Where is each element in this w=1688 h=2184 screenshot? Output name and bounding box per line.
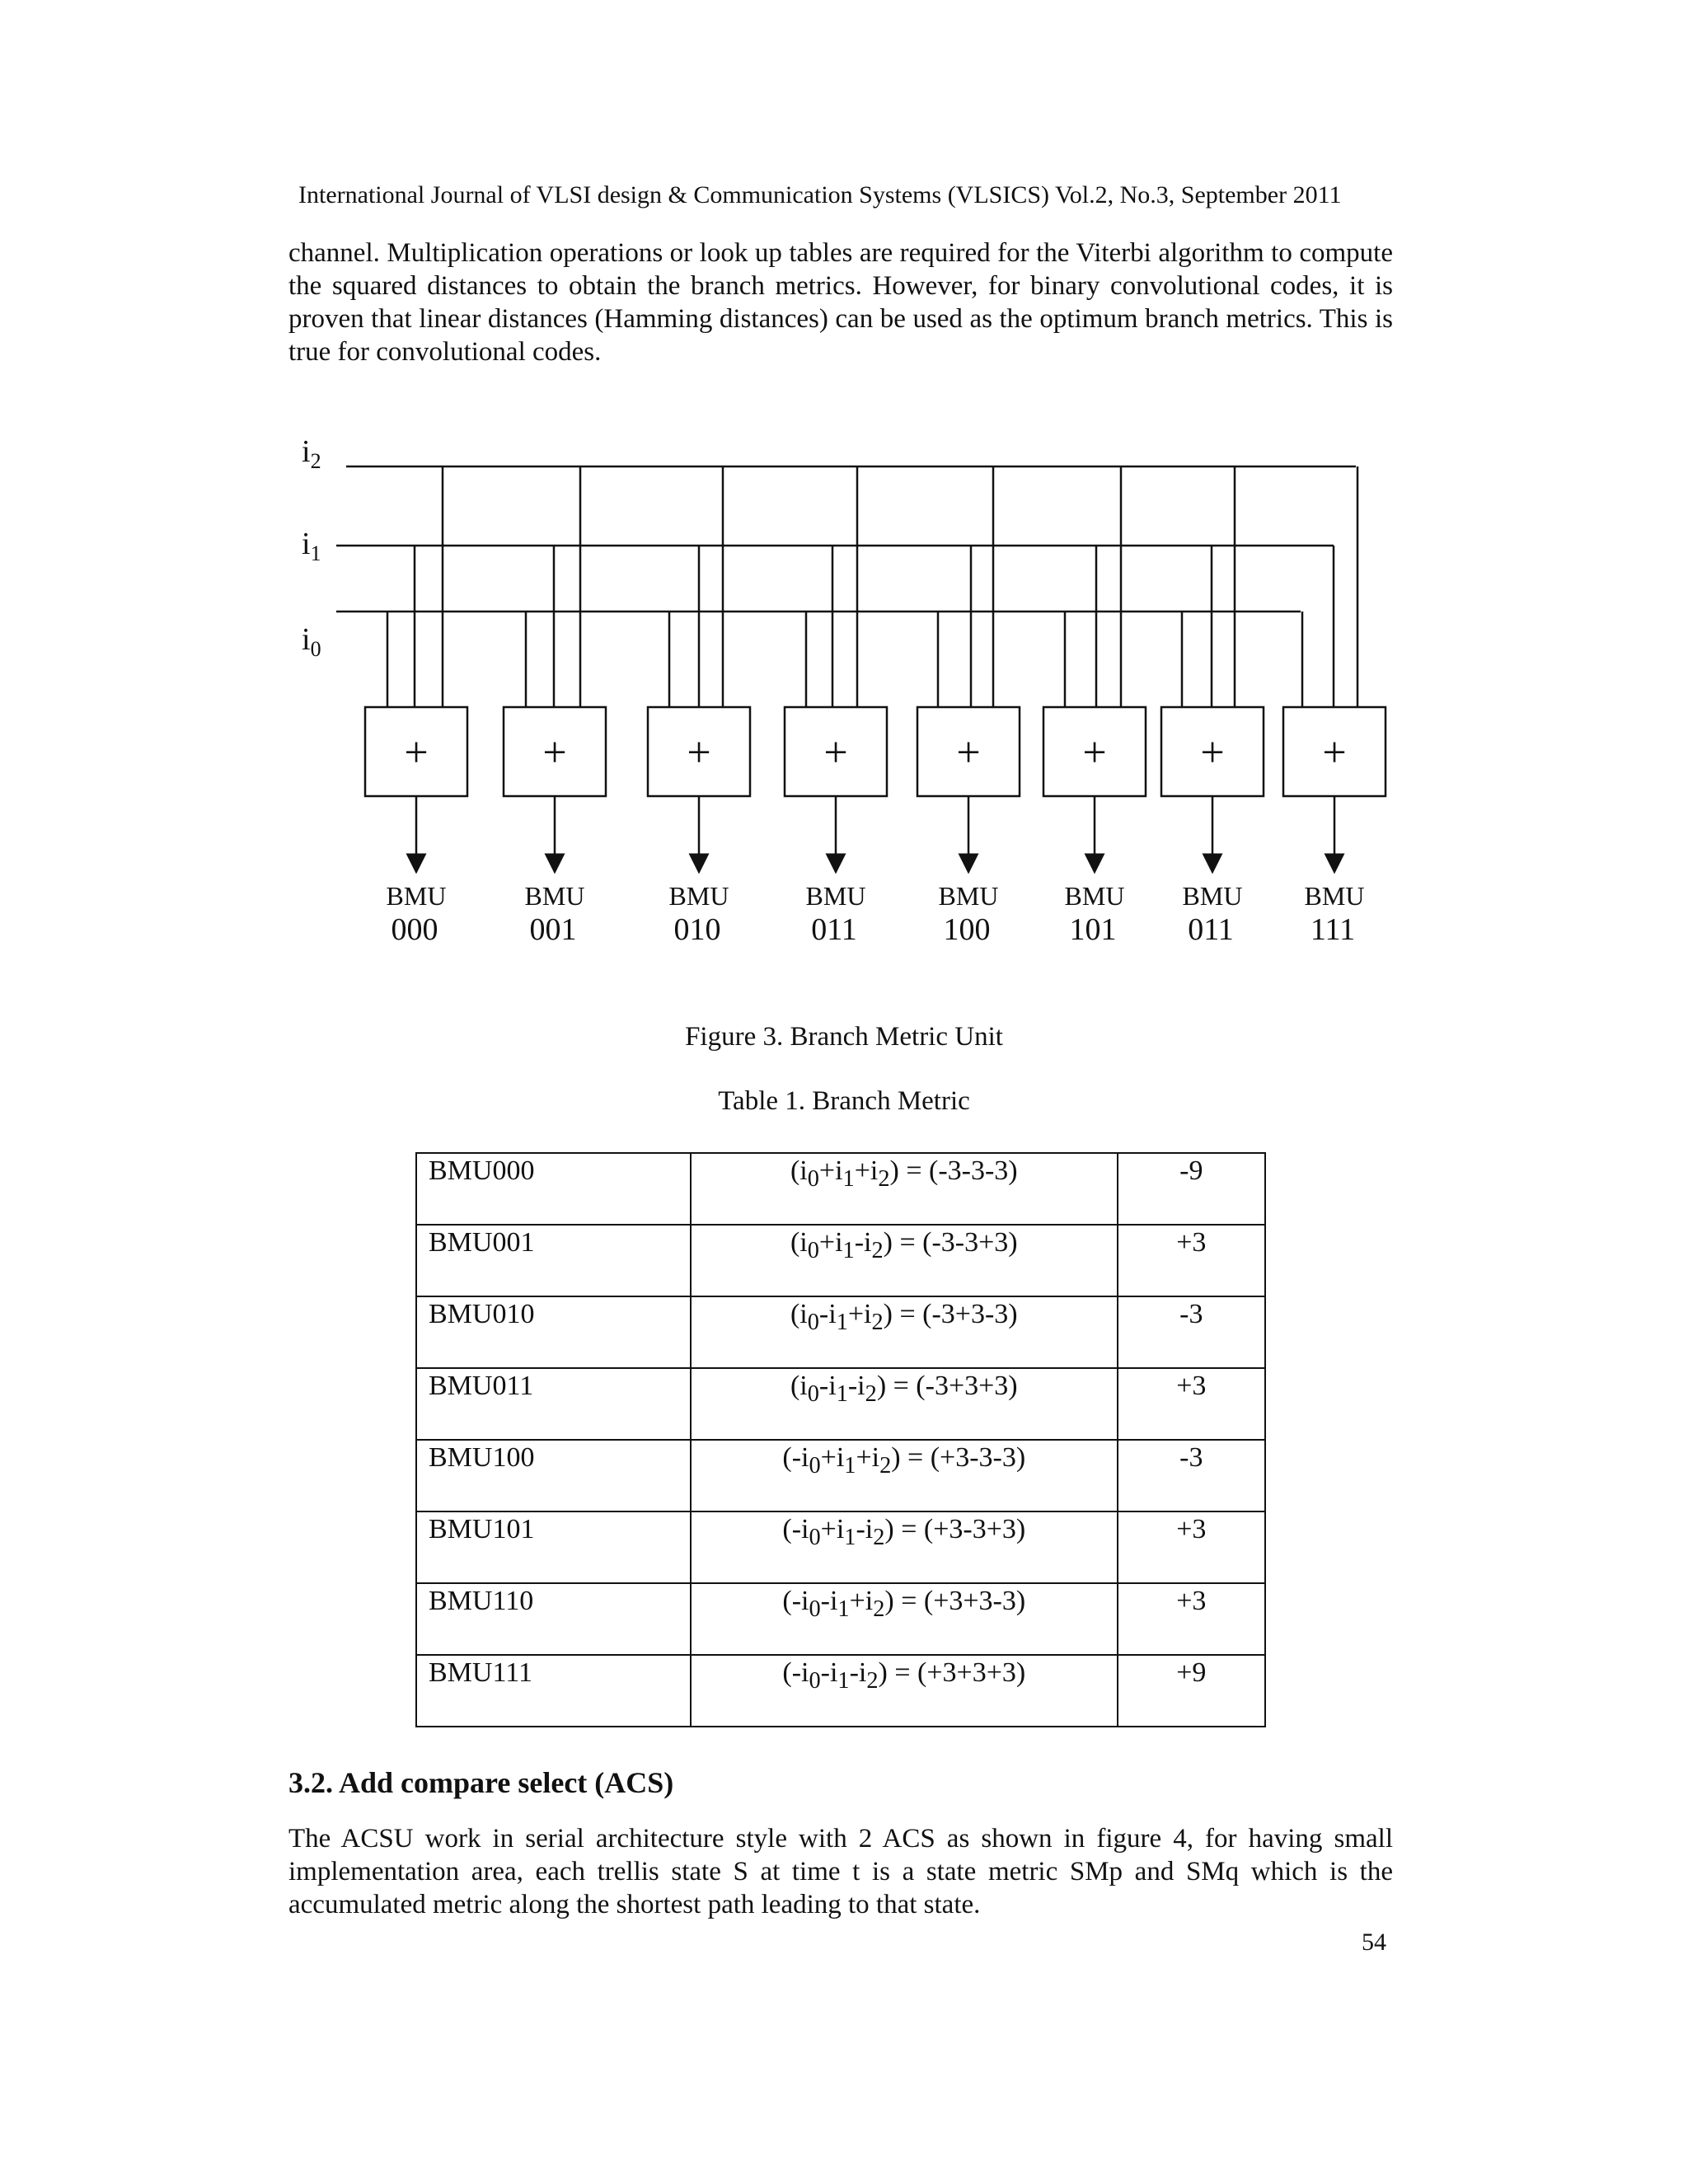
bmu-value-cell: +3 [1118,1368,1265,1440]
bmu-label: BMU [668,881,729,911]
bmu-name-cell: BMU100 [416,1440,691,1511]
bmu-value-cell: +3 [1118,1511,1265,1583]
bmu-value-cell: +3 [1118,1583,1265,1655]
section-heading: 3.2. Add compare select (ACS) [288,1766,674,1799]
bmu-code: 100 [943,912,991,947]
table-row [416,1655,1265,1727]
figure-caption: Figure 3. Branch Metric Unit [685,1022,1003,1052]
table-row [416,1511,1265,1583]
input-label-bus-i0: $i_0$ [302,622,321,661]
bmu-name-cell: BMU101 [416,1511,691,1583]
bmu-name-cell: BMU011 [416,1368,691,1440]
input-label-bus-i1: $i_1$ [302,527,321,565]
bmu-label: BMU [524,881,585,911]
paragraph-acs: The ACSU work in serial architecture style with 2 ACS as shown in figure 4, for having small implementation area, each trellis state S at time t is a state metric SMp and SMq which is the accumulated metric along the shortest path leading to that state. [288,1824,1393,1919]
input-label-bus-i2: $i_2$ [302,434,321,473]
bmu-name-cell: BMU000 [416,1153,691,1225]
bmu-value-cell: -3 [1118,1296,1265,1368]
table-row [416,1296,1265,1368]
page-number: 54 [1362,1929,1386,1956]
table-caption: Table 1. Branch Metric [718,1086,970,1116]
bmu-expression-cell: $(-i_0+i_1+i_2) = (+3-3-3)$ [691,1440,1118,1511]
bmu-label: BMU [805,881,866,911]
bmu-value-cell: -9 [1118,1153,1265,1225]
bmu-name-cell: BMU110 [416,1583,691,1655]
table-row [416,1368,1265,1440]
bmu-expression-cell: $(i_0+i_1+i_2) = (-3-3-3)$ [691,1153,1118,1225]
bmu-label: BMU [938,881,999,911]
table-row [416,1583,1265,1655]
bmu-expression-cell: $(-i_0-i_1+i_2) = (+3+3-3)$ [691,1583,1118,1655]
bmu-name-cell: BMU001 [416,1225,691,1296]
bmu-expression-cell: $(i_0+i_1-i_2) = (-3-3+3)$ [691,1225,1118,1296]
bmu-value-cell: +9 [1118,1655,1265,1727]
bmu-code: 011 [1188,912,1234,947]
adder-plus-symbol: + [1200,729,1225,776]
bmu-expression-cell: $(i_0-i_1+i_2) = (-3+3-3)$ [691,1296,1118,1368]
branch-metric-table [415,1152,1266,1727]
bmu-code: 101 [1069,912,1117,947]
bmu-code: 001 [529,912,577,947]
bmu-name-cell: BMU010 [416,1296,691,1368]
table-row [416,1440,1265,1511]
running-header: International Journal of VLSI design & Communication Systems (VLSICS) Vol.2, No.3, September 2011 [298,181,1342,209]
adder-plus-symbol: + [1322,729,1347,776]
adder-plus-symbol: + [823,729,848,776]
adder-plus-symbol: + [404,729,429,776]
bmu-name-cell: BMU111 [416,1655,691,1727]
paragraph-intro: channel. Multiplication operations or look up tables are required for the Viterbi algorithm to compute the squared distances to obtain the branch metrics. However, for binary convolutional codes, it is proven that linear distances (Hamming distances) can be used as the optimum branch metrics. This is true for convolutional codes. [288,238,1393,367]
bmu-expression-cell: $(-i_0+i_1-i_2) = (+3-3+3)$ [691,1511,1118,1583]
bmu-label: BMU [386,881,447,911]
bmu-label: BMU [1064,881,1125,911]
bmu-value-cell: +3 [1118,1225,1265,1296]
table-row [416,1153,1265,1225]
bmu-label: BMU [1304,881,1365,911]
table-row [416,1225,1265,1296]
bmu-expression-cell: $(-i_0-i_1-i_2) = (+3+3+3)$ [691,1655,1118,1727]
adder-plus-symbol: + [956,729,981,776]
bmu-code: 111 [1310,912,1356,947]
bmu-code: 011 [811,912,857,947]
branch-metric-unit-diagram [0,412,1688,989]
bmu-expression-cell: $(i_0-i_1-i_2) = (-3+3+3)$ [691,1368,1118,1440]
bmu-code: 010 [673,912,721,947]
bmu-label: BMU [1182,881,1243,911]
adder-plus-symbol: + [687,729,711,776]
bmu-code: 000 [391,912,438,947]
adder-plus-symbol: + [1082,729,1107,776]
bmu-value-cell: -3 [1118,1440,1265,1511]
adder-plus-symbol: + [542,729,567,776]
